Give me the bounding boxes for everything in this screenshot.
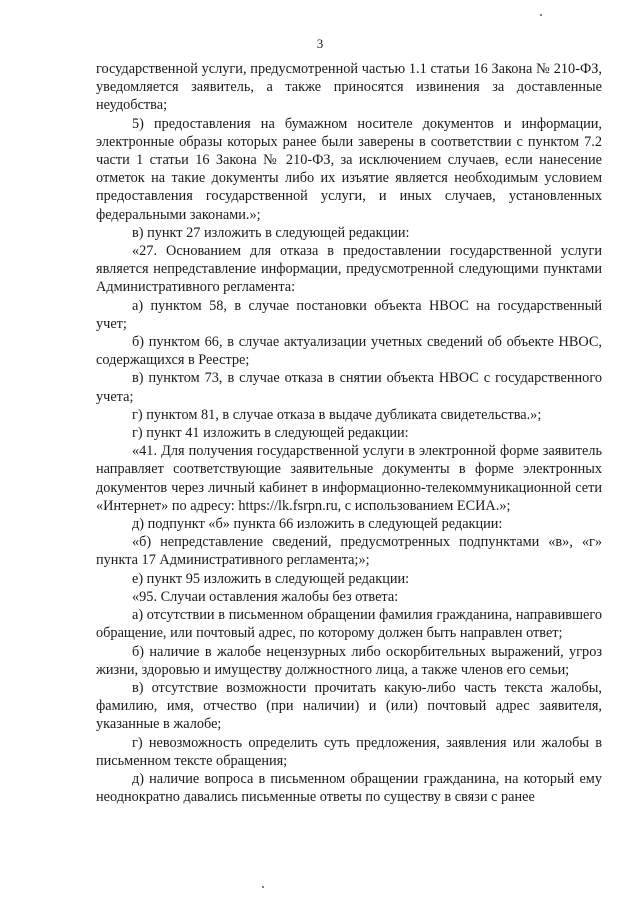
- paragraph: «41. Для получения государственной услуги в электронной форме заявитель направляет соответствующие заявительные документы в форме электронных документов через личный кабинет в информационно-телекоммуникационной сети «Интернет» по адресу: https://lk.fsrpn.ru, с использованием ЕСИА.»;: [96, 443, 602, 514]
- paragraph: б) наличие в жалобе нецензурных либо оскорбительных выражений, угроз жизни, здоровью и имуществу должностного лица, а также членов его семьи;: [96, 643, 602, 678]
- paragraph: г) пунктом 81, в случае отказа в выдаче дубликата свидетельства.»;: [132, 406, 542, 423]
- paragraph: «95. Случаи оставления жалобы без ответа:: [132, 588, 399, 605]
- paragraph: 5) предоставления на бумажном носителе документов и информации, электронные образы которых ранее были заверены в соответствии с пунктом 7.2 части 1 статьи 16 Закона № 210-ФЗ, за исключением случаев, если нанесение отметок на такие документы либо их изъятие является необходимым условием предоставления государственной услуги, и иных случаев, установленных федеральными законами.»;: [96, 115, 602, 223]
- paragraph: «б) непредставление сведений, предусмотренных подпунктами «в», «г» пункта 17 Административного регламента;»;: [96, 534, 602, 569]
- paragraph: д) наличие вопроса в письменном обращении гражданина, на который ему неоднократно давались письменные ответы по существу в связи с ранее: [96, 770, 602, 806]
- scan-speck: [262, 886, 264, 888]
- paragraph: государственной услуги, предусмотренной частью 1.1 статьи 16 Закона № 210-ФЗ, уведомляется заявитель, а также приносятся извинения за доставленные неудобства;: [96, 61, 602, 114]
- paragraph: а) пунктом 58, в случае постановки объекта НВОС на государственный учет;: [96, 297, 602, 332]
- paragraph: в) пункт 27 изложить в следующей редакции:: [132, 224, 410, 241]
- paragraph: д) подпункт «б» пункта 66 изложить в следующей редакции:: [132, 516, 503, 533]
- document-body: [96, 60, 602, 806]
- paragraph: г) пункт 41 изложить в следующей редакции:: [132, 425, 409, 442]
- paragraph: «27. Основанием для отказа в предоставлении государственной услуги является непредставление информации, предусмотренной следующими пунктами Административного регламента:: [96, 243, 602, 296]
- paragraph: в) отсутствие возможности прочитать какую-либо часть текста жалобы, фамилию, имя, отчество (при наличии) и (или) почтовый адрес заявителя, указанные в жалобе;: [96, 679, 602, 733]
- scan-speck: [540, 14, 542, 16]
- paragraph: в) пунктом 73, в случае отказа в снятии объекта НВОС с государственного учета;: [96, 370, 602, 405]
- page-number: 3: [316, 36, 324, 51]
- paragraph: б) пунктом 66, в случае актуализации учетных сведений об объекте НВОС, содержащихся в Реестре;: [96, 334, 602, 369]
- paragraph: е) пункт 95 изложить в следующей редакции:: [132, 570, 410, 587]
- paragraph: г) невозможность определить суть предложения, заявления или жалобы в письменном тексте обращения;: [96, 734, 602, 769]
- paragraph: а) отсутствии в письменном обращении фамилия гражданина, направившего обращение, или почтовый адрес, по которому должен быть направлен ответ;: [96, 607, 602, 642]
